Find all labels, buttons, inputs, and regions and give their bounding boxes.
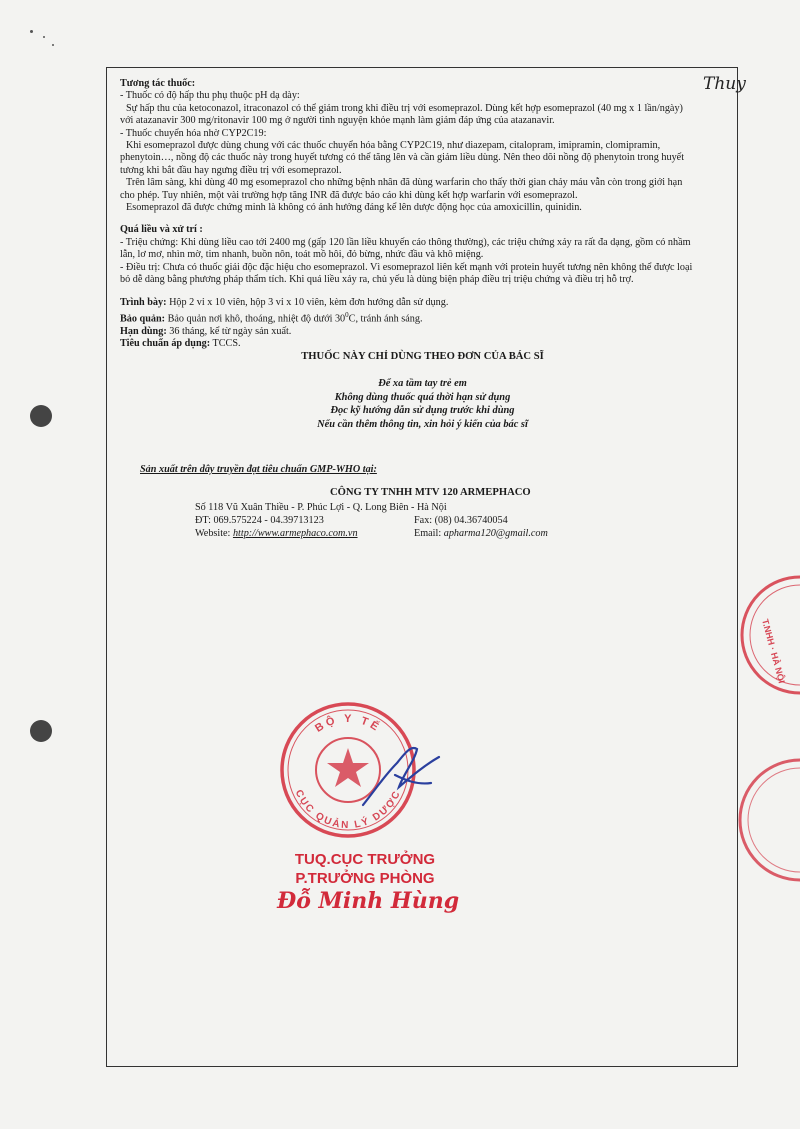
- warfarin-line: Trên lâm sàng, khi dùng 40 mg esomeprazol cho những bệnh nhân đã dùng warfarin cho thấy thời gian chảy máu vẫn còn trong giới hạn: [126, 177, 683, 189]
- handwritten-initials: Thuy: [703, 74, 746, 94]
- punch-hole: [30, 405, 52, 427]
- overdose-treatment: bỏ dễ dàng bằng phương pháp thẩm tích. Khi quá liều xảy ra, chủ yếu là dùng biện pháp điều trị triệu chứng và điều trị hỗ trợ.: [120, 274, 634, 286]
- overdose-symptom: - Triệu chứng: Khi dùng liều cao tới 2400 mg (gấp 120 lần liều khuyến cáo thông thường), các triệu chứng xảy ra rất đa dạng, gồm có nhầm: [120, 236, 691, 248]
- svg-text:BỘ Y TẾ: [313, 713, 383, 735]
- website-label: Website:: [195, 528, 233, 539]
- expiry-row: [120, 326, 725, 338]
- side-seal-text: T.NHH · HÀ NỘI: [760, 617, 787, 685]
- side-seal-lower: [720, 755, 800, 885]
- signatory-name: Đỗ Minh Hùng: [277, 888, 460, 914]
- standard-text: TCCS.: [210, 338, 241, 350]
- ph-title: - Thuốc có độ hấp thu phụ thuộc pH dạ dày:: [120, 90, 300, 102]
- company-phone: ĐT: 069.575224 - 04.39713123: [195, 515, 324, 526]
- seal-top-text: BỘ Y TẾ: [313, 712, 383, 735]
- scan-speck: [43, 36, 45, 38]
- interactions-heading: Tương tác thuốc:: [120, 78, 196, 89]
- standard-row: [120, 338, 725, 350]
- seal-bottom-text: CỤC QUẢN LÝ DƯỢC: [292, 788, 404, 832]
- company-fax: Fax: (08) 04.36740054: [414, 515, 508, 526]
- packaging-label: Trình bày:: [120, 296, 167, 308]
- scan-speck: [52, 44, 54, 46]
- note-line: Để xa tầm tay trẻ em: [378, 377, 467, 389]
- standard-label: Tiêu chuẩn áp dụng:: [120, 338, 211, 350]
- amox-line: Esomeprazol đã được chứng minh là không có ảnh hưởng đáng kể lên dược động học của amoxicillin, quinidin.: [126, 202, 582, 214]
- scan-speck: [30, 30, 33, 33]
- cyp-line: Khi esomeprazol được dùng chung với các thuốc chuyển hóa bằng CYP2C19, như diazepam, citalopram, imipramin, clomipramin,: [126, 140, 661, 152]
- expiry-label: Hạn dùng:: [120, 325, 167, 337]
- website-link[interactable]: http://www.armephaco.com.vn: [232, 528, 358, 539]
- note-line: Không dùng thuốc quá thời hạn sử dụng: [334, 391, 511, 403]
- company-address: Số 118 Vũ Xuân Thiều - P. Phúc Lợi - Q. Long Biên - Hà Nội: [195, 502, 447, 513]
- expiry-text: 36 tháng, kể từ ngày sản xuất.: [166, 325, 292, 337]
- usage-notes: [120, 377, 725, 431]
- overdose-heading: Quá liều và xử trí :: [120, 224, 203, 236]
- punch-hole: [30, 720, 52, 742]
- packaging-row: [120, 297, 725, 309]
- email-label: Email:: [414, 528, 444, 539]
- packaging-text: Hộp 2 vỉ x 10 viên, hộp 3 vỉ x 10 viên, kèm đơn hướng dẫn sử dụng.: [166, 296, 449, 308]
- storage-text-after: C, tránh ánh sáng.: [348, 313, 423, 325]
- warfarin-line: cho phép. Tuy nhiên, một vài trường hợp tăng INR đã được báo cáo khi dùng kết hợp warfarin với esomeprazol.: [120, 189, 578, 201]
- note-line: Nếu cần thêm thông tin, xin hỏi ý kiến của bác sĩ: [317, 418, 528, 430]
- cyp-title: - Thuốc chuyển hóa nhờ CYP2C19:: [120, 127, 267, 139]
- signatory-line: P.TRƯỞNG PHÒNG: [295, 870, 435, 887]
- overdose-treatment: - Điều trị: Chưa có thuốc giải độc đặc hiệu cho esomeprazol. Vì esomeprazol liên kết mạnh với protein huyết tương nên không thể được loại: [120, 261, 693, 273]
- storage-row: [120, 309, 725, 326]
- cyp-line: tương khi bắt đầu hay ngưng điều trị với esomeprazol.: [120, 164, 342, 176]
- storage-label: Bảo quản:: [120, 313, 166, 325]
- email-address[interactable]: apharma120@gmail.com: [443, 528, 548, 539]
- company-website-row: [195, 528, 358, 539]
- storage-text: Bảo quản nơi khô, thoáng, nhiệt độ dưới 30: [165, 313, 346, 325]
- overdose-symptom: lẫn, lơ mơ, nhìn mờ, tim nhanh, buồn nôn, toát mồ hôi, đỏ bừng, nhức đầu và khô miệng.: [120, 249, 484, 261]
- side-seal: [740, 560, 800, 710]
- storage-degree: 0: [345, 310, 349, 319]
- company-name: CÔNG TY TNHH MTV 120 ARMEPHACO: [330, 487, 531, 498]
- signatory-line: TUQ.CỤC TRƯỞNG: [294, 851, 436, 868]
- note-line: Đọc kỹ hướng dẫn sử dụng trước khi dùng: [330, 405, 515, 417]
- signature-scribble: [355, 735, 445, 815]
- manufacturing-title: Sản xuất trên dây truyền đạt tiêu chuẩn GMP-WHO tại:: [140, 464, 377, 475]
- cyp-line: phenytoin…, nồng độ các thuốc này trong huyết tương có thể tăng lên và cần giảm liều dùng. Nên theo dõi nồng độ phenytoin trong huyết: [120, 152, 685, 164]
- company-email-row: [414, 528, 548, 539]
- prescription-warning: THUỐC NÀY CHỈ DÙNG THEO ĐƠN CỦA BÁC SĨ: [301, 350, 544, 362]
- ph-line: với atazanavir 300 mg/ritonavir 100 mg ở người tình nguyện khỏe mạnh làm giảm đáp ứng của atazanavir.: [120, 115, 555, 127]
- leaflet-body: [120, 78, 725, 431]
- ph-line: Sự hấp thu của ketoconazol, itraconazol có thể giảm trong khi điều trị với esomeprazol. Dùng kết hợp esomeprazol (40 mg x 1 lần/ngày): [126, 102, 683, 114]
- signatory-title: [285, 850, 445, 888]
